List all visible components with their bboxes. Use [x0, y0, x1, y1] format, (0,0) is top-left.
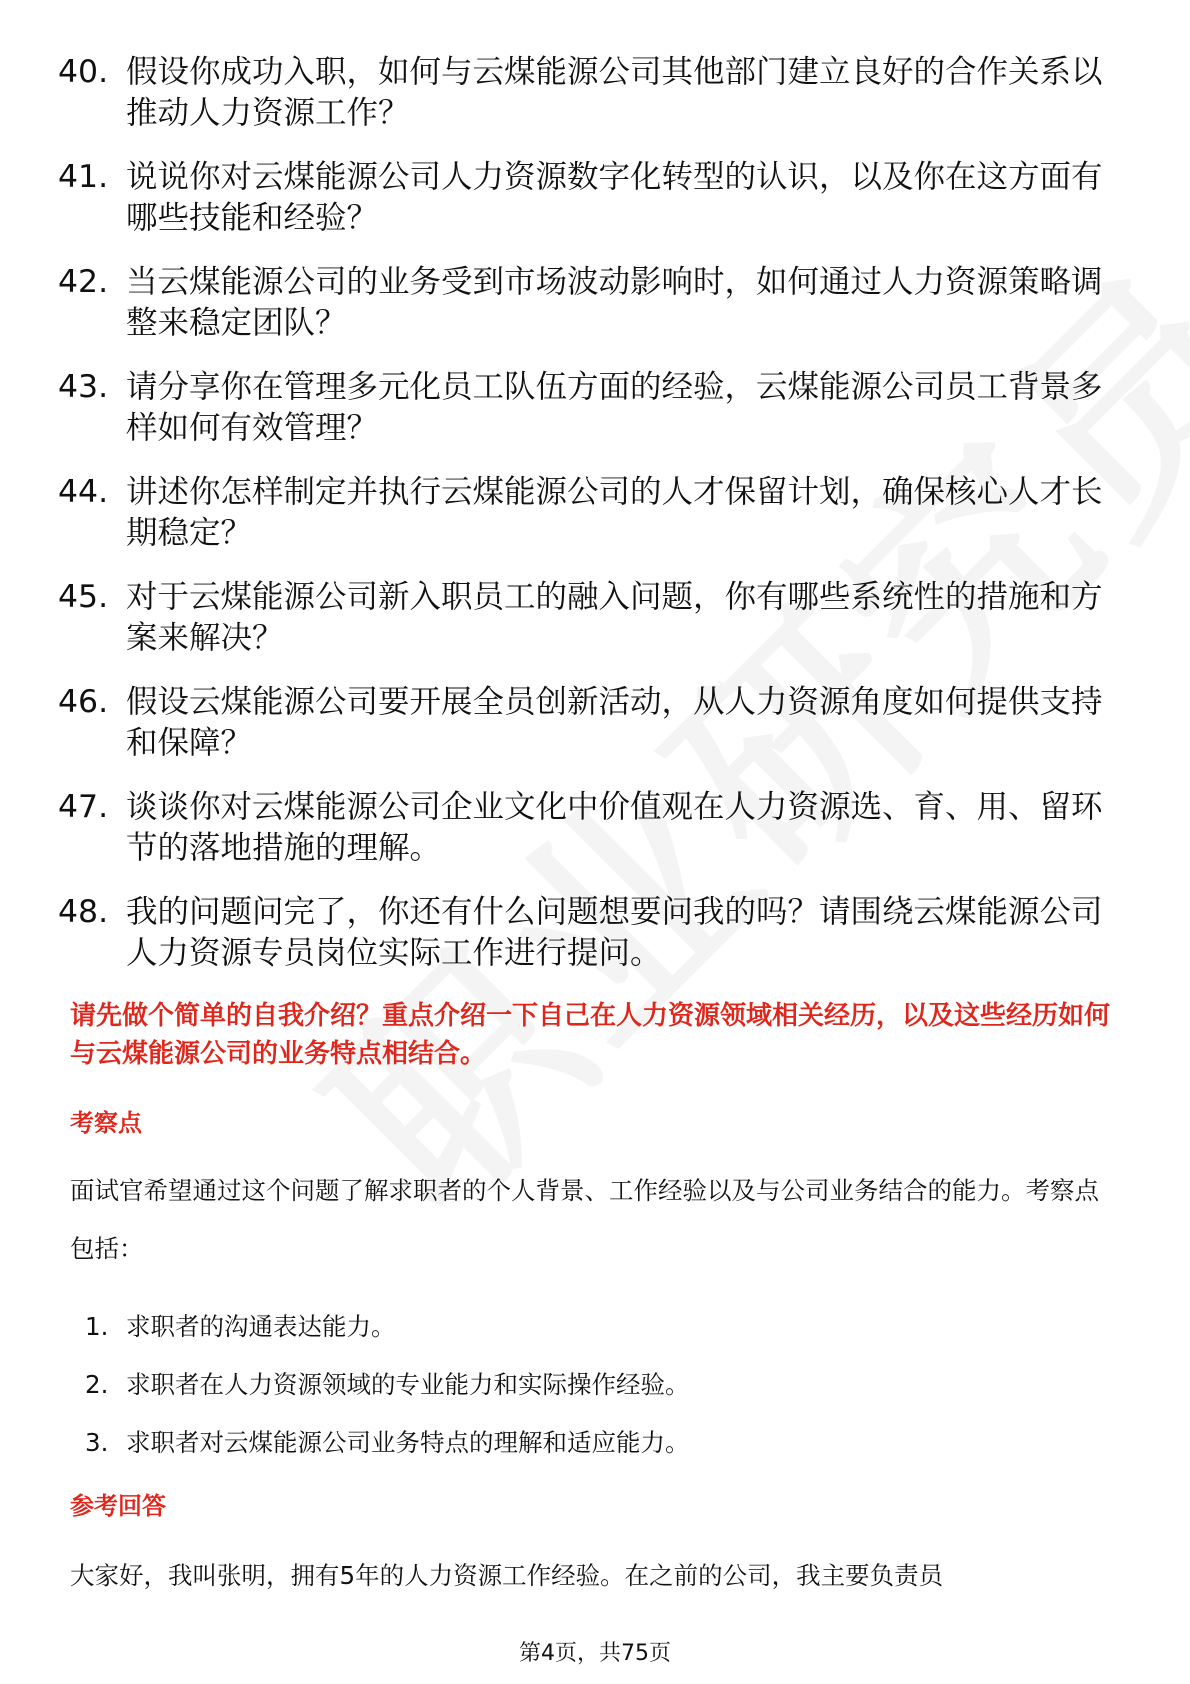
- question-text: 对于云煤能源公司新入职员工的融入问题，你有哪些系统性的措施和方案来解决？: [126, 579, 1103, 656]
- list-item: [0, 1426, 1190, 1484]
- question-number: 48.: [58, 894, 109, 930]
- question-item: [58, 892, 1118, 974]
- question-number: 41.: [58, 159, 109, 195]
- question-item: [58, 577, 1118, 659]
- question-text: 假设云煤能源公司要开展全员创新活动，从人力资源角度如何提供支持和保障？: [126, 684, 1103, 761]
- list-item: [0, 1310, 1190, 1368]
- question-number: 45.: [58, 579, 109, 615]
- question-text: 讲述你怎样制定并执行云煤能源公司的人才保留计划，确保核心人才长期稳定？: [126, 474, 1103, 551]
- list-item-number: 2.: [85, 1370, 109, 1399]
- question-number: 46.: [58, 684, 109, 720]
- list-item-number: 1.: [85, 1312, 109, 1341]
- question-item: [58, 472, 1118, 554]
- reference-answer-text: 大家好，我叫张明，拥有5年的人力资源工作经验。在之前的公司，我主要负责员: [70, 1561, 944, 1590]
- intro-question-heading: 请先做个简单的自我介绍？重点介绍一下自己在人力资源领域相关经历，以及这些经历如何与云煤能源公司的业务特点相结合。: [70, 1001, 1111, 1069]
- assessment-title: 考察点: [70, 1109, 142, 1137]
- question-item: [58, 157, 1118, 239]
- question-number: 40.: [58, 54, 109, 90]
- question-number: 44.: [58, 474, 109, 510]
- question-number: 42.: [58, 264, 109, 300]
- question-text: 说说你对云煤能源公司人力资源数字化转型的认识，以及你在这方面有哪些技能和经验？: [126, 159, 1103, 236]
- list-item-text: 求职者在人力资源领域的专业能力和实际操作经验。: [126, 1370, 690, 1399]
- question-text: 我的问题问完了，你还有什么问题想要问我的吗？请围绕云煤能源公司人力资源专员岗位实际工作进行提问。: [126, 894, 1103, 971]
- question-text: 假设你成功入职，如何与云煤能源公司其他部门建立良好的合作关系以推动人力资源工作？: [126, 54, 1103, 131]
- question-item: [58, 262, 1118, 344]
- question-item: [58, 367, 1118, 449]
- question-list: [0, 52, 1190, 997]
- assessment-description: 面试官希望通过这个问题了解求职者的个人背景、工作经验以及与公司业务结合的能力。考察点包括：: [70, 1176, 1099, 1263]
- question-number: 43.: [58, 369, 109, 405]
- page-footer: 第4页，共75页: [519, 1641, 671, 1666]
- question-item: [58, 787, 1118, 869]
- question-item: [58, 52, 1118, 134]
- question-text: 请分享你在管理多元化员工队伍方面的经验，云煤能源公司员工背景多样如何有效管理？: [126, 369, 1103, 446]
- question-item: [58, 682, 1118, 764]
- list-item: [0, 1368, 1190, 1426]
- question-text: 当云煤能源公司的业务受到市场波动影响时，如何通过人力资源策略调整来稳定团队？: [126, 264, 1103, 341]
- list-item-number: 3.: [85, 1428, 109, 1457]
- question-number: 47.: [58, 789, 109, 825]
- list-item-text: 求职者对云煤能源公司业务特点的理解和适应能力。: [126, 1428, 690, 1457]
- reference-title: 参考回答: [70, 1492, 166, 1520]
- question-text: 谈谈你对云煤能源公司企业文化中价值观在人力资源选、育、用、留环节的落地措施的理解。: [126, 789, 1103, 866]
- assessment-list: [0, 1310, 1190, 1484]
- list-item-text: 求职者的沟通表达能力。: [126, 1312, 396, 1341]
